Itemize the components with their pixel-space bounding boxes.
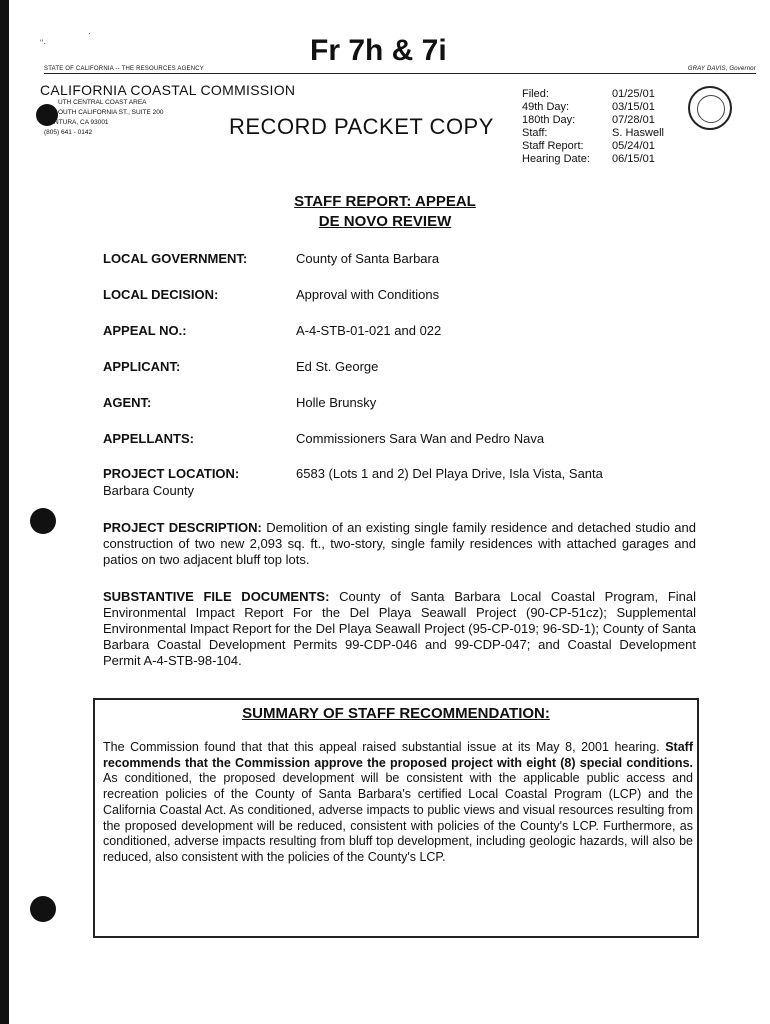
meta-row [522,127,664,140]
meta-row [522,101,664,114]
field-value: A-4-STB-01-021 and 022 [296,323,442,338]
address-line: OUTH CALIFORNIA ST., SUITE 200 [58,109,164,116]
commission-address [44,98,163,138]
summary-body [103,740,693,866]
field-value: Commissioners Sara Wan and Pedro Nava [296,431,545,446]
document-id: Fr 7h & 7i [310,34,447,67]
field-label: LOCAL DECISION: [103,287,219,302]
section-label: PROJECT DESCRIPTION: [103,520,262,535]
meta-key: Staff Report: [522,140,584,152]
punch-hole-top [30,508,56,534]
meta-value: 06/15/01 [612,153,655,165]
record-packet-stamp: RECORD PACKET COPY [229,114,494,139]
field-label: PROJECT LOCATION: [103,466,240,481]
scan-speck: · [88,28,91,38]
state-seal-icon [688,86,732,130]
field-label: LOCAL GOVERNMENT: [103,251,248,266]
field-label: APPLICANT: [103,359,181,374]
address-line: (805) 641 - 0142 [44,129,93,136]
field-value: Approval with Conditions [296,287,440,302]
field-value: 6583 (Lots 1 and 2) Del Playa Drive, Isla Vista, Santa [296,466,603,481]
meta-value: 07/28/01 [612,114,655,126]
meta-key: Staff: [522,127,548,139]
field-value-continued: Barbara County [103,483,195,498]
scan-speck: "· [40,38,47,48]
meta-row [522,88,664,101]
filing-metadata [522,88,664,166]
field-label: APPEAL NO.: [103,323,187,338]
field-label: AGENT: [103,395,152,410]
section-text: County of Santa Barbara Local Coastal Program, Final Environmental Impact Report For the Del Playa Seawall Project (90-CP-51cz); Supplemental Environmental Impact Report for the Del Playa Seawall Project (95-CP-019; 96-SD-1); County of Santa Barbara Coastal Development Permits 99-CDP-046 and 99-CDP-047; and Coastal Development Permit A-4-STB-98-104. [103,589,696,668]
scan-edge-bar [0,0,9,1024]
address-line: NTURA, CA 93001 [54,119,109,126]
meta-value: S. Haswell [612,127,664,139]
field-value: County of Santa Barbara [296,251,440,266]
meta-row [522,114,664,127]
meta-key: 180th Day: [522,114,576,126]
agency-name: STATE OF CALIFORNIA -- THE RESOURCES AGENCY [44,66,204,72]
header-divider [44,73,756,74]
summary-title: SUMMARY OF STAFF RECOMMENDATION: [242,705,550,722]
section-text: Demolition of an existing single family residence and detached studio and construction of two new 2,093 sq. ft., two-story, single family residences with attached garages and patios on two adjacent bluff top lots. [103,520,696,567]
meta-key: Hearing Date: [522,153,590,165]
meta-value: 03/15/01 [612,101,655,113]
report-subtitle: DE NOVO REVIEW [318,213,452,230]
governor-name: GRAY DAVIS, Governor [687,66,756,72]
meta-row [522,153,664,166]
address-line: UTH CENTRAL COAST AREA [58,99,147,106]
commission-name: CALIFORNIA COASTAL COMMISSION [40,82,296,98]
summary-recommendation: Staff recommends that the Commission approve the proposed project with eight (8) special conditions. [103,740,693,770]
section-label: SUBSTANTIVE FILE DOCUMENTS: [103,589,330,604]
meta-value: 05/24/01 [612,140,655,152]
substantive-documents [103,589,696,669]
summary-rest: As conditioned, the proposed development will be consistent with the applicable public access and recreation policies of the County of Santa Barbara's certified Local Coastal Program (LCP) and the California Coastal Act. As conditioned, adverse impacts to public views and visual resources resulting from the proposed development will be reduced, consistent with policies of the County's LCP. Furthermore, as conditioned, adverse impacts resulting from bluff top development, including geologic hazards, will also be reduced, also consistent with the policies of the County's LCP. [103,771,693,864]
meta-key: Filed: [522,88,549,100]
field-value: Holle Brunsky [296,395,377,410]
punch-hole-bottom [30,896,56,922]
report-title: STAFF REPORT: APPEAL [294,193,476,210]
meta-value: 01/25/01 [612,88,655,100]
field-value: Ed St. George [296,359,379,374]
summary-intro: The Commission found that that this appeal raised substantial issue at its May 8, 2001 hearing. [103,740,660,754]
meta-key: 49th Day: [522,101,570,113]
project-description [103,520,696,568]
field-label: APPELLANTS: [103,431,194,446]
meta-row [522,140,664,153]
